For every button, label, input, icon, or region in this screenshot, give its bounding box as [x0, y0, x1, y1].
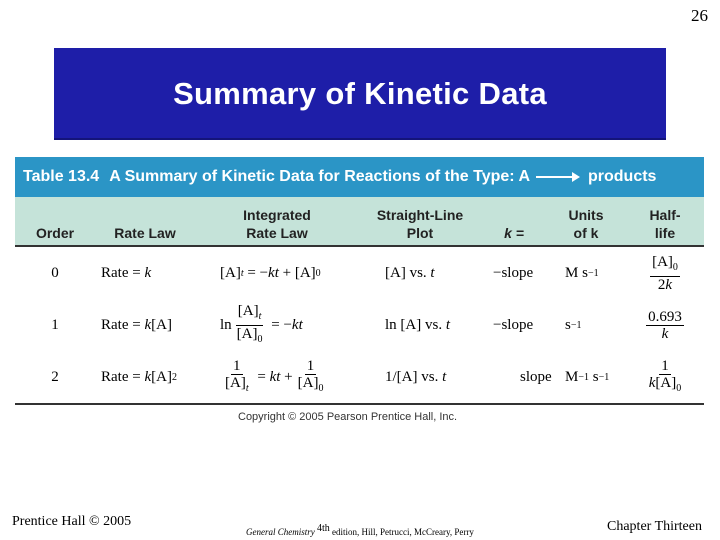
cell-integrated-rate-law: ln $\frac{[A]_t}{[A]_0}$ = − kt	[220, 302, 303, 345]
slide-number: 26	[691, 6, 708, 25]
cell-straight-line-plot: [A] vs. t	[385, 264, 435, 281]
footer-chapter: Chapter Thirteen	[607, 519, 702, 534]
header-integrated-rate-law: Integrated Rate Law	[243, 207, 311, 241]
cell-integrated-rate-law: $\frac{1}{[A]_t}$ = kt + $\frac{1}{[A]_0}$	[225, 357, 324, 394]
cell-straight-line-plot: ln [A] vs. t	[385, 316, 450, 333]
copyright-notice: Copyright © 2005 Pearson Prentice Hall, Inc.	[238, 411, 458, 423]
cell-rate-law: Rate = k [A] 2	[101, 368, 177, 385]
cell-straight-line-plot: 1/[A] vs. t	[385, 368, 447, 385]
table-caption-products: products	[588, 168, 657, 185]
reaction-arrow-icon	[536, 172, 580, 182]
cell-half-life: $\frac{[A]_0}{2k}$	[652, 253, 678, 293]
cell-integrated-rate-law: [A] t = − kt + [A] 0	[220, 264, 321, 281]
kinetic-data-table	[15, 157, 704, 405]
table-caption-text: A Summary of Kinetic Data for Reactions of the Type: A	[109, 168, 530, 185]
cell-rate-law: Rate = k [A]	[101, 316, 172, 333]
cell-order: 0	[51, 264, 59, 281]
table-caption	[15, 157, 704, 197]
footer-publisher: Prentice Hall © 2005	[12, 514, 132, 529]
cell-units: M −1 s −1	[565, 368, 610, 385]
header-straight-line-plot: Straight-Line Plot	[376, 207, 464, 241]
header-k: k =	[504, 225, 524, 241]
footer-textbook: General Chemistry $^{4th}$ edition, Hill, Petrucci, McCreary, Perry	[246, 523, 474, 537]
cell-units: M s −1	[565, 264, 599, 281]
header-half-life: Half- life	[649, 207, 681, 241]
cell-half-life: $\frac{0.693}{k}$	[648, 308, 682, 342]
header-rate-law: Rate Law	[114, 225, 176, 241]
cell-k: −slope	[493, 264, 534, 281]
table-header	[15, 197, 704, 247]
cell-units: s −1	[565, 316, 582, 333]
header-order: Order	[35, 225, 75, 241]
cell-k: slope	[520, 368, 552, 385]
slide-title: Summary of Kinetic Data	[173, 76, 547, 111]
cell-order: 2	[51, 368, 59, 385]
table-row	[15, 351, 704, 403]
table-caption-label: Table 13.4	[23, 168, 100, 185]
table-row	[15, 247, 704, 299]
table-row	[15, 299, 704, 351]
cell-k: −slope	[493, 316, 534, 333]
header-units-of-k: Units of k	[568, 207, 604, 241]
table-bottom-rule	[15, 403, 704, 405]
cell-order: 1	[51, 316, 59, 333]
cell-half-life: $\frac{1}{k[A]_0}$	[648, 357, 682, 394]
cell-rate-law: Rate = k	[101, 264, 152, 281]
